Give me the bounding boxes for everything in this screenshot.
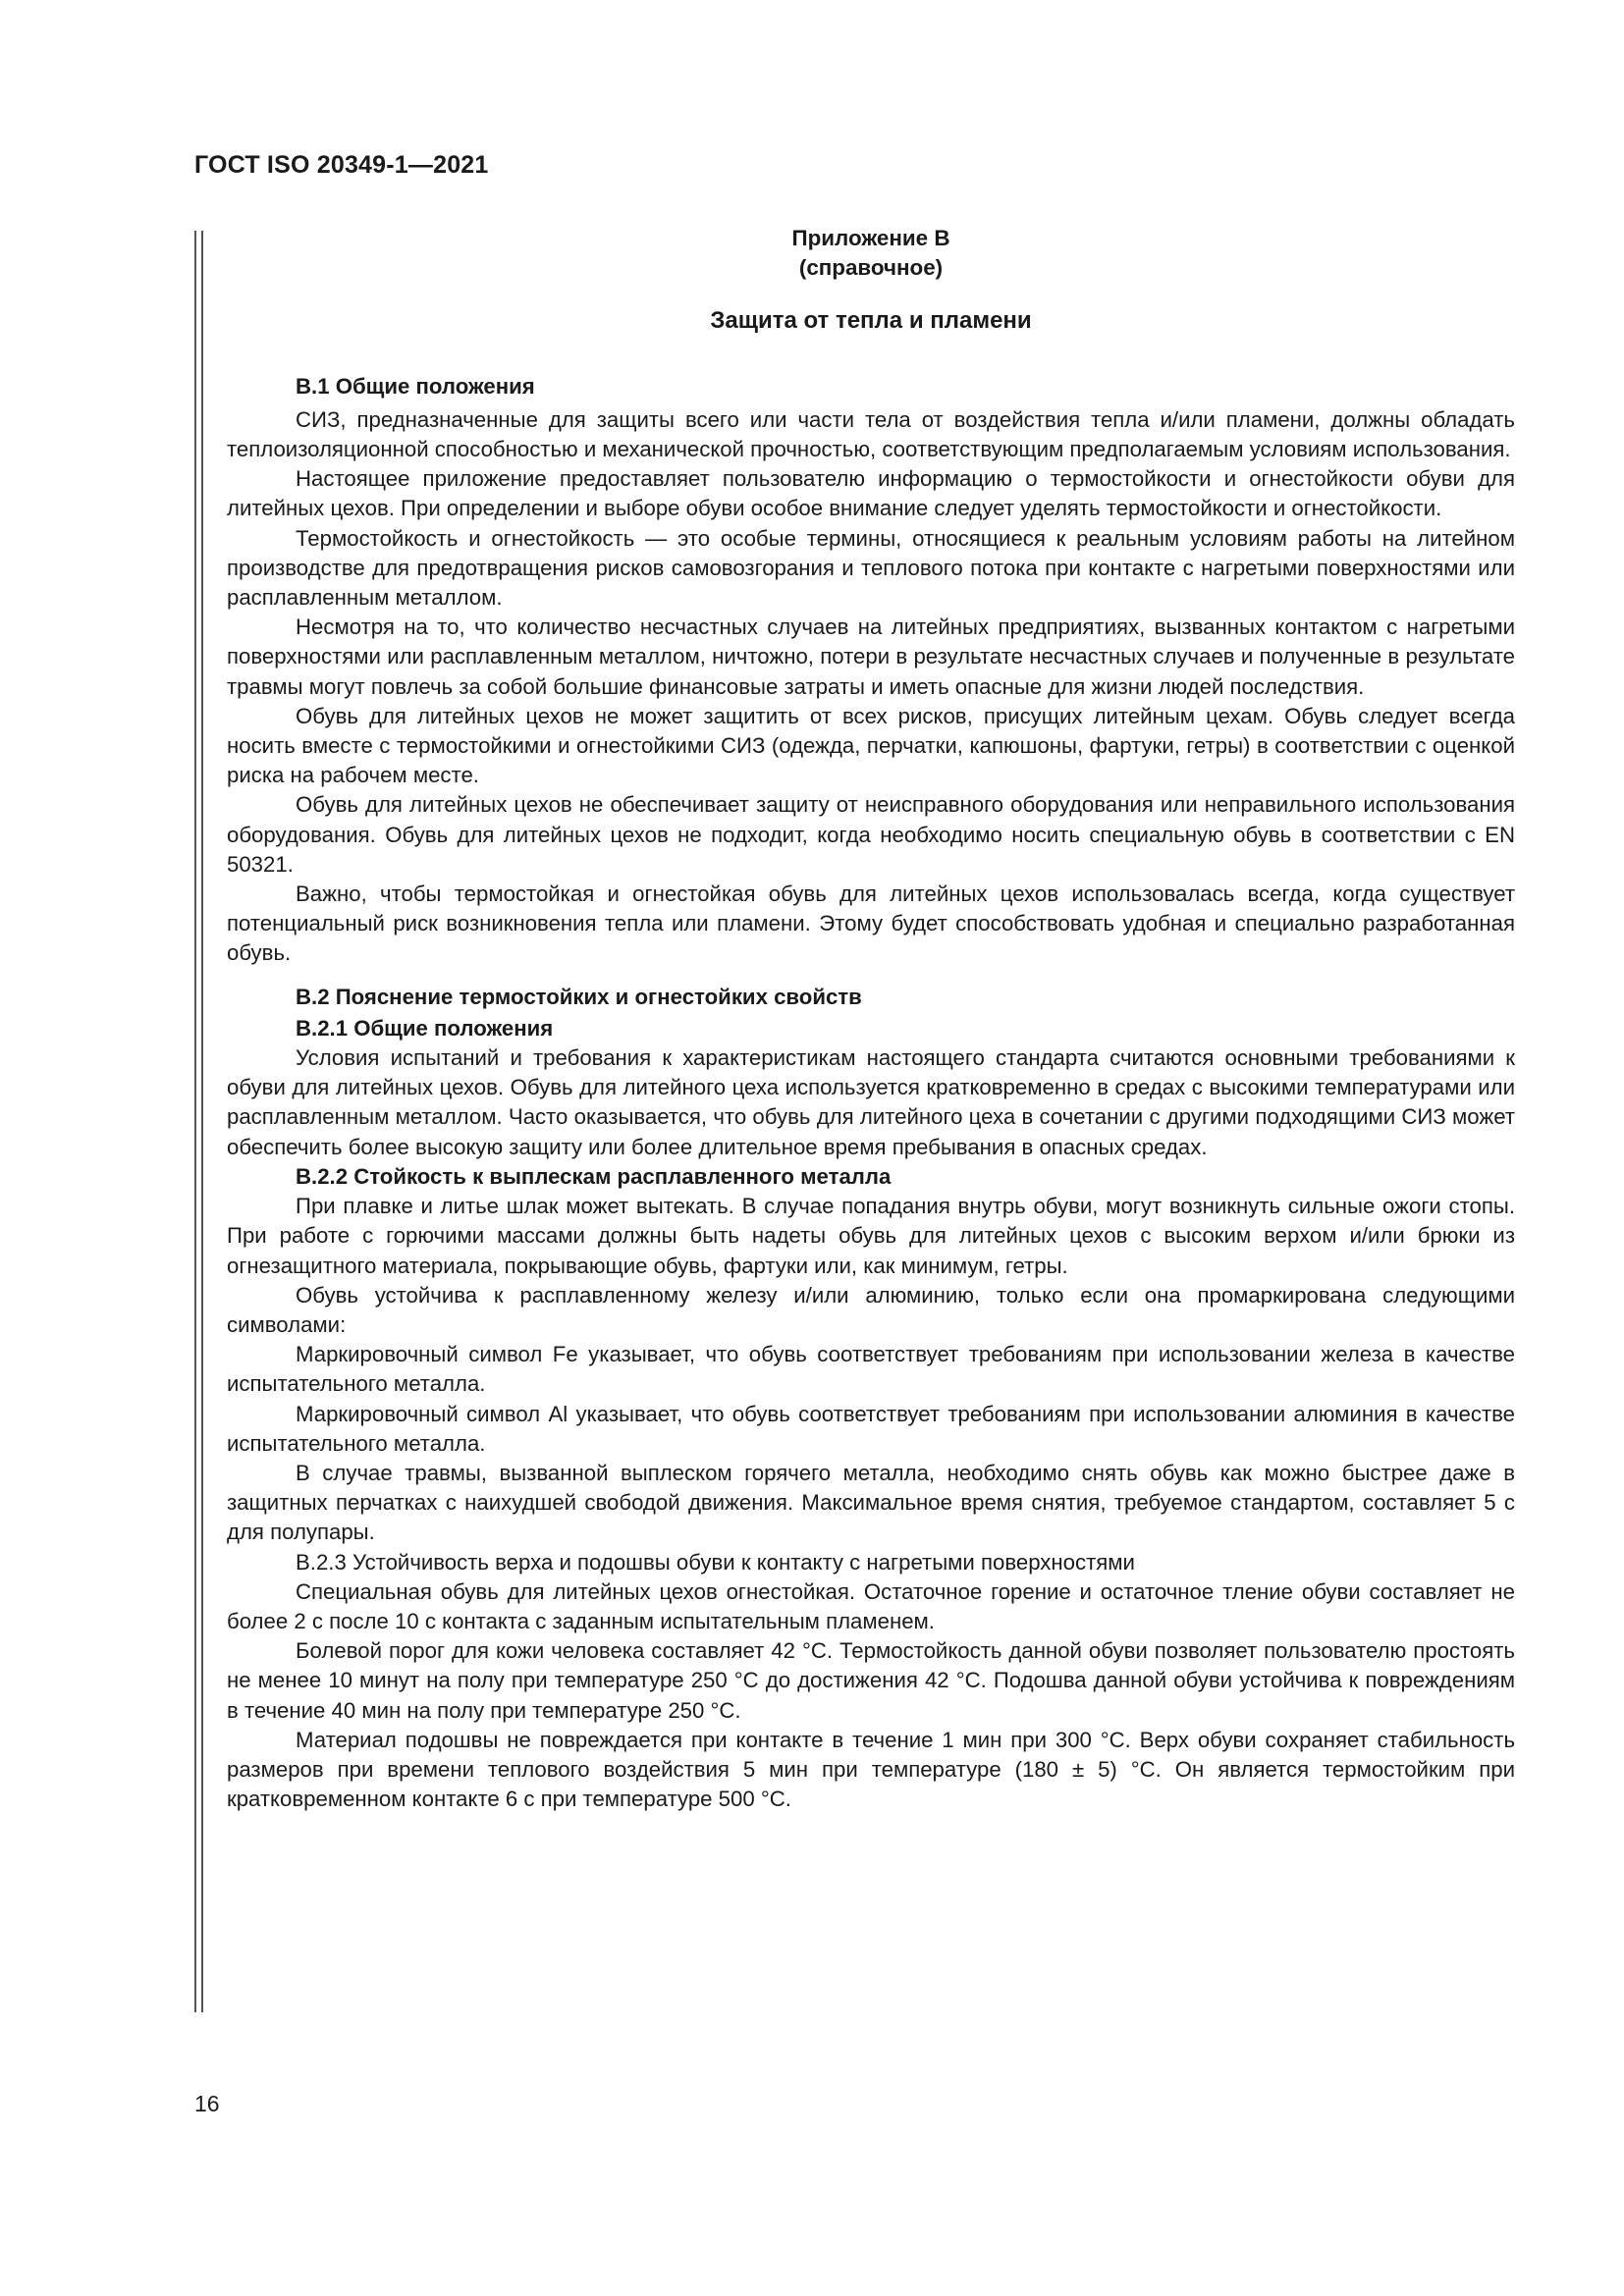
annex-type: (справочное) [798,255,944,281]
paragraph: Обувь устойчива к расплавленному железу и/или алюминию, только если она промаркирована следующими символами: [227,1282,1515,1337]
paragraph: Обувь для литейных цехов не обеспечивает защиту от неисправного оборудования или неправильного использования оборудования. Обувь для литейных цехов не подходит, когда необходимо носить специальную обувь в соответствии с EN 50321. [227,792,1515,877]
document-code: ГОСТ ISO 20349-1—2021 [194,151,489,179]
section-heading-b1: В.1 Общие положения [296,373,535,399]
annex-name: Защита от тепла и пламени [710,307,1032,335]
subsection-heading-b23: В.2.3 Устойчивость верха и подошвы обуви к контакту с нагретыми поверхностями [296,1549,1135,1575]
paragraph: Важно, чтобы термостойкая и огнестойкая обувь для литейных цехов использовалась всегда, когда существует потенциальный риск возникновения тепла или пламени. Этому будет способствовать удобная и специально разработанная обувь. [227,881,1515,966]
page-number: 16 [194,2091,220,2116]
annex-content [227,224,1515,1814]
paragraph: Настоящее приложение предоставляет пользователю информацию о термостойкости и огнестойкости обуви для литейных цехов. При определении и выборе обуви особое внимание следует уделять термостойкости и огнестойкости. [227,466,1515,521]
paragraph: Болевой порог для кожи человека составляет 42 °С. Термостойкость данной обуви позволяет пользователю простоять не менее 10 минут на полу при температуре 250 °С до достижения 42 °С. Подошва данной обуви устойчива к повреждениям в течение 40 мин на полу при температуре 250 °С. [227,1638,1515,1723]
paragraph: Специальная обувь для литейных цехов огнестойкая. Остаточное горение и остаточное тление обуви составляет не более 2 с после 10 с контакта с заданным испытательным пламенем. [227,1578,1515,1633]
paragraph: Маркировочный символ Al указывает, что обувь соответствует требованиям при использовании алюминия в качестве испытательного металла. [227,1401,1515,1456]
paragraph: Несмотря на то, что количество несчастных случаев на литейных предприятиях, вызванных контактом с нагретыми поверхностями или расплавленным металлом, ничтожно, потери в результате несчастных случаев и полученные в результате травмы могут повлечь за собой большие финансовые затраты и иметь опасные для жизни людей последствия. [227,614,1515,699]
paragraph: В случае травмы, вызванной выплеском горячего металла, необходимо снять обувь как можно быстрее даже в защитных перчатках с наихудшей свободой движения. Максимальное время снятия, требуемое стандартом, составляет 5 с для полупары. [227,1460,1515,1545]
section-heading-b2: В.2 Пояснение термостойких и огнестойких свойств [296,984,862,1009]
paragraph: При плавке и литье шлак может вытекать. В случае попадания внутрь обуви, могут возникнуть сильные ожоги стопы. При работе с горючими массами должны быть надеты обувь для литейных цехов с высоким верхом и/или брюки из огнезащитного материала, покрывающие обувь, фартуки или, как минимум, гетры. [227,1194,1515,1278]
subsection-heading-b21: В.2.1 Общие положения [296,1015,554,1041]
subsection-heading-b22: В.2.2 Стойкость к выплескам расплавленного металла [296,1163,892,1189]
paragraph: Термостойкость и огнестойкость — это особые термины, относящиеся к реальным условиям работы на литейном производстве для предотвращения рисков самовозгорания и теплового потока при контакте с нагретыми поверхностями или расплавленным металлом. [227,525,1515,611]
annex-title: Приложение В [791,226,950,250]
paragraph: Условия испытаний и требования к характеристикам настоящего стандарта считаются основными требованиями к обуви для литейных цехов. Обувь для литейного цеха используется кратковременно в средах с высокими температурами или расплавленным металлом. Часто оказывается, что обувь для литейного цеха в сочетании с другими подходящими СИЗ может обеспечить более высокую защиту или более длительное время пребывания в опасных средах. [227,1045,1515,1159]
change-bar [194,231,203,2012]
paragraph: СИЗ, предназначенные для защиты всего или части тела от воздействия тепла и/или пламени, должны обладать теплоизоляционной способностью и механической прочностью, соответствующим предполагаемым условиям использования. [227,406,1515,462]
paragraph: Маркировочный символ Fe указывает, что обувь соответствует требованиям при использовании железа в качестве испытательного металла. [227,1342,1515,1397]
paragraph: Материал подошвы не повреждается при контакте в течение 1 мин при 300 °С. Верх обуви сохраняет стабильность размеров при времени теплового воздействия 5 мин при температуре (180 ± 5) °С. Он является термостойким при кратковременном контакте 6 с при температуре 500 °С. [227,1727,1515,1812]
paragraph: Обувь для литейных цехов не может защитить от всех рисков, присущих литейным цехам. Обувь следует всегда носить вместе с термостойкими и огнестойкими СИЗ (одежда, перчатки, капюшоны, фартуки, гетры) в соответствии с оценкой риска на рабочем месте. [227,703,1515,788]
